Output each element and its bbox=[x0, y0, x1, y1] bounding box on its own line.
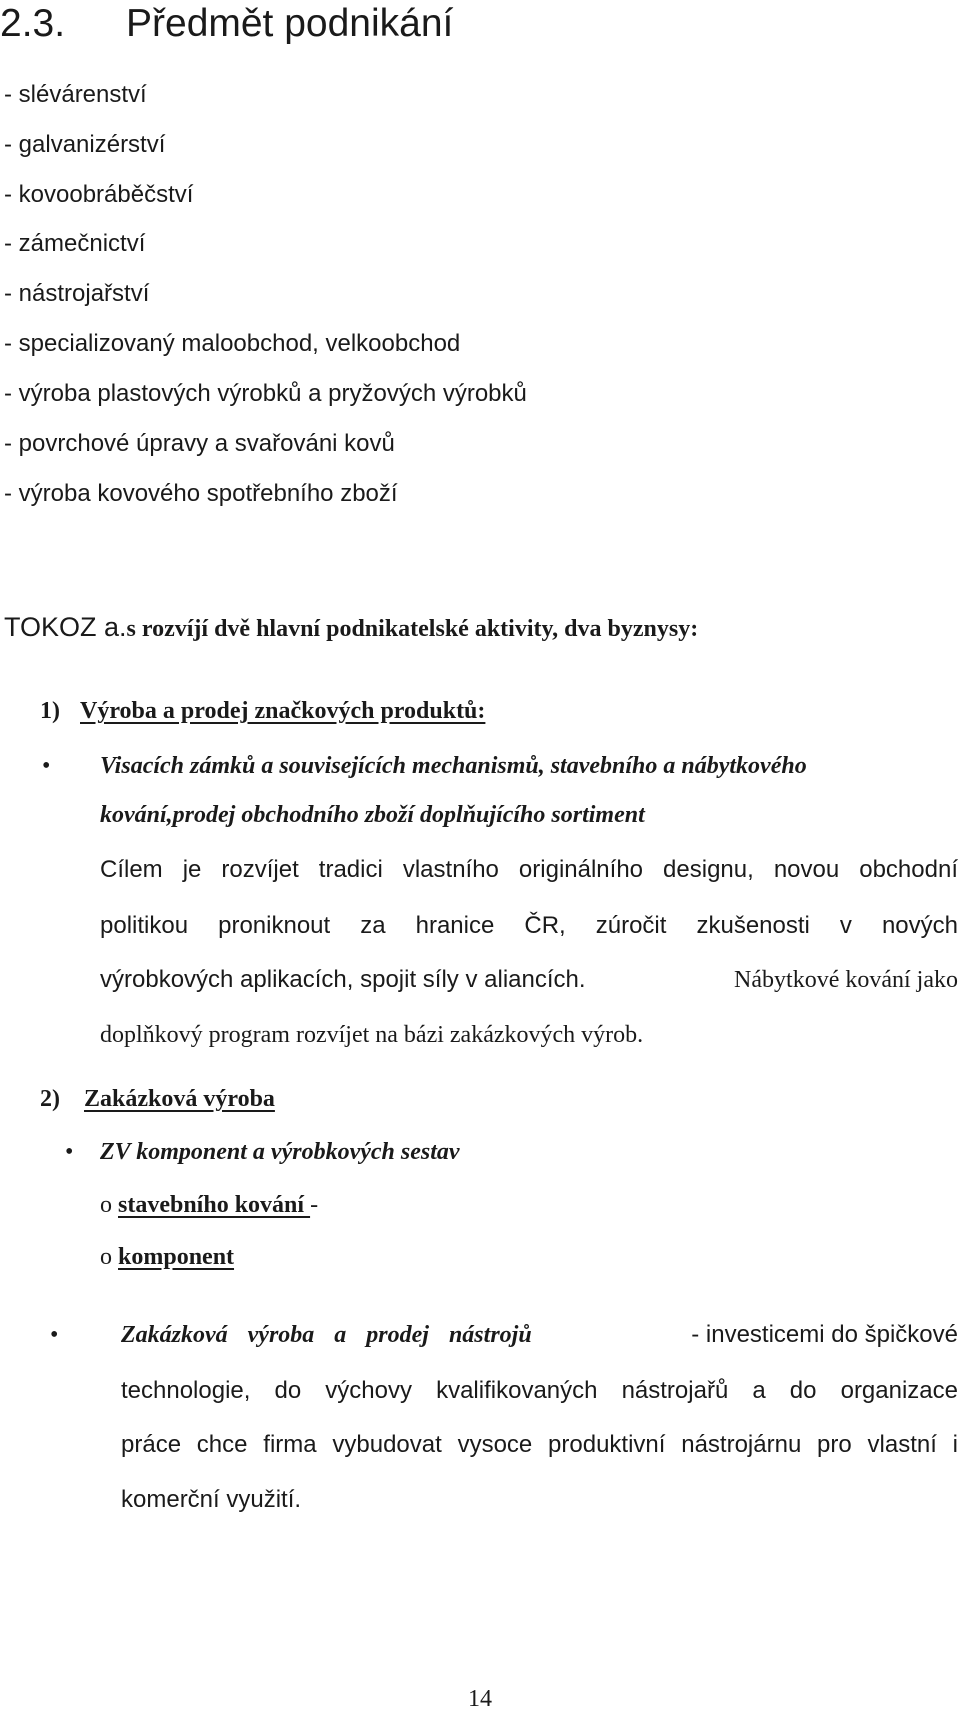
section-2-header bbox=[40, 1084, 275, 1114]
activity-item: - kovoobráběčství bbox=[4, 181, 194, 208]
section-1-paragraph-line: výrobkových aplikacích, spojit síly v aliancích. bbox=[100, 966, 586, 993]
bullet-dot-icon: • bbox=[65, 1139, 74, 1165]
section-heading bbox=[0, 2, 453, 46]
intro-rest: s rozvíjí dvě hlavní podnikatelské aktivity, dva byznysy: bbox=[126, 616, 699, 642]
section-1-bullet-line: kování,prodej obchodního zboží doplňujícího sortiment bbox=[100, 802, 645, 828]
section-1-paragraph-line: Cílem je rozvíjet tradici vlastního originálního designu, novou obchodní bbox=[100, 856, 958, 883]
page-number: 14 bbox=[468, 1686, 492, 1712]
activity-item: - povrchové úpravy a svařováni kovů bbox=[4, 430, 395, 457]
section-1-paragraph-line-3 bbox=[100, 965, 958, 995]
section-1-header bbox=[40, 696, 485, 726]
tools-title: Zakázková výroba a prodej nástrojů bbox=[121, 1322, 532, 1348]
section-1-title: Výroba a prodej značkových produktů: bbox=[80, 698, 486, 724]
company-name: TOKOZ a. bbox=[4, 612, 127, 642]
sub-item-komponent bbox=[100, 1242, 234, 1272]
intro-sentence bbox=[4, 610, 698, 646]
bullet-dot-icon: • bbox=[42, 753, 51, 779]
section-1-bullet-line: Visacích zámků a souvisejících mechanismů, stavebního a nábytkového bbox=[100, 753, 807, 779]
activity-item: - výroba plastových výrobků a pryžových výrobků bbox=[4, 380, 527, 407]
activity-item: - výroba kovového spotřebního zboží bbox=[4, 480, 398, 507]
tools-line: technologie, do výchovy kvalifikovaných nástrojařů a do organizace bbox=[121, 1377, 958, 1404]
section-1-paragraph-line: politikou proniknout za hranice ČR, zúročit zkušenosti v nových bbox=[100, 912, 958, 939]
section-2-bullet: ZV komponent a výrobkových sestav bbox=[100, 1139, 460, 1165]
sub-item-suffix: - bbox=[310, 1192, 319, 1218]
tools-first-line bbox=[121, 1320, 958, 1350]
tools-first-line-rest: - investicemi do špičkové bbox=[691, 1321, 958, 1348]
activity-item: - specializovaný maloobchod, velkoobchod bbox=[4, 330, 461, 357]
bullet-dot-icon: • bbox=[50, 1322, 59, 1348]
sub-item-label: komponent bbox=[118, 1244, 235, 1270]
activity-item: - nástrojařství bbox=[4, 280, 150, 307]
section-1-paragraph-tail: Nábytkové kování jako bbox=[734, 967, 958, 993]
activity-item: - zámečnictví bbox=[4, 230, 146, 257]
section-title: Předmět podnikání bbox=[126, 2, 454, 45]
sub-item-marker: o bbox=[100, 1244, 112, 1270]
sub-item-label: stavebního kování bbox=[118, 1192, 311, 1218]
tools-line: práce chce firma vybudovat vysoce produktivní nástrojárnu pro vlastní i bbox=[121, 1431, 958, 1458]
section-2-number: 2) bbox=[40, 1086, 60, 1112]
section-1-number: 1) bbox=[40, 698, 60, 724]
section-number: 2.3. bbox=[0, 2, 66, 45]
sub-item-stavebni-kovani bbox=[100, 1190, 318, 1220]
activity-item: - slévárenství bbox=[4, 81, 147, 108]
section-2-title: Zakázková výroba bbox=[84, 1086, 275, 1112]
section-1-paragraph-line: doplňkový program rozvíjet na bázi zakázkových výrob. bbox=[100, 1022, 644, 1048]
activity-item: - galvanizérství bbox=[4, 131, 166, 158]
sub-item-marker: o bbox=[100, 1192, 112, 1218]
tools-line: komerční využití. bbox=[121, 1486, 302, 1513]
